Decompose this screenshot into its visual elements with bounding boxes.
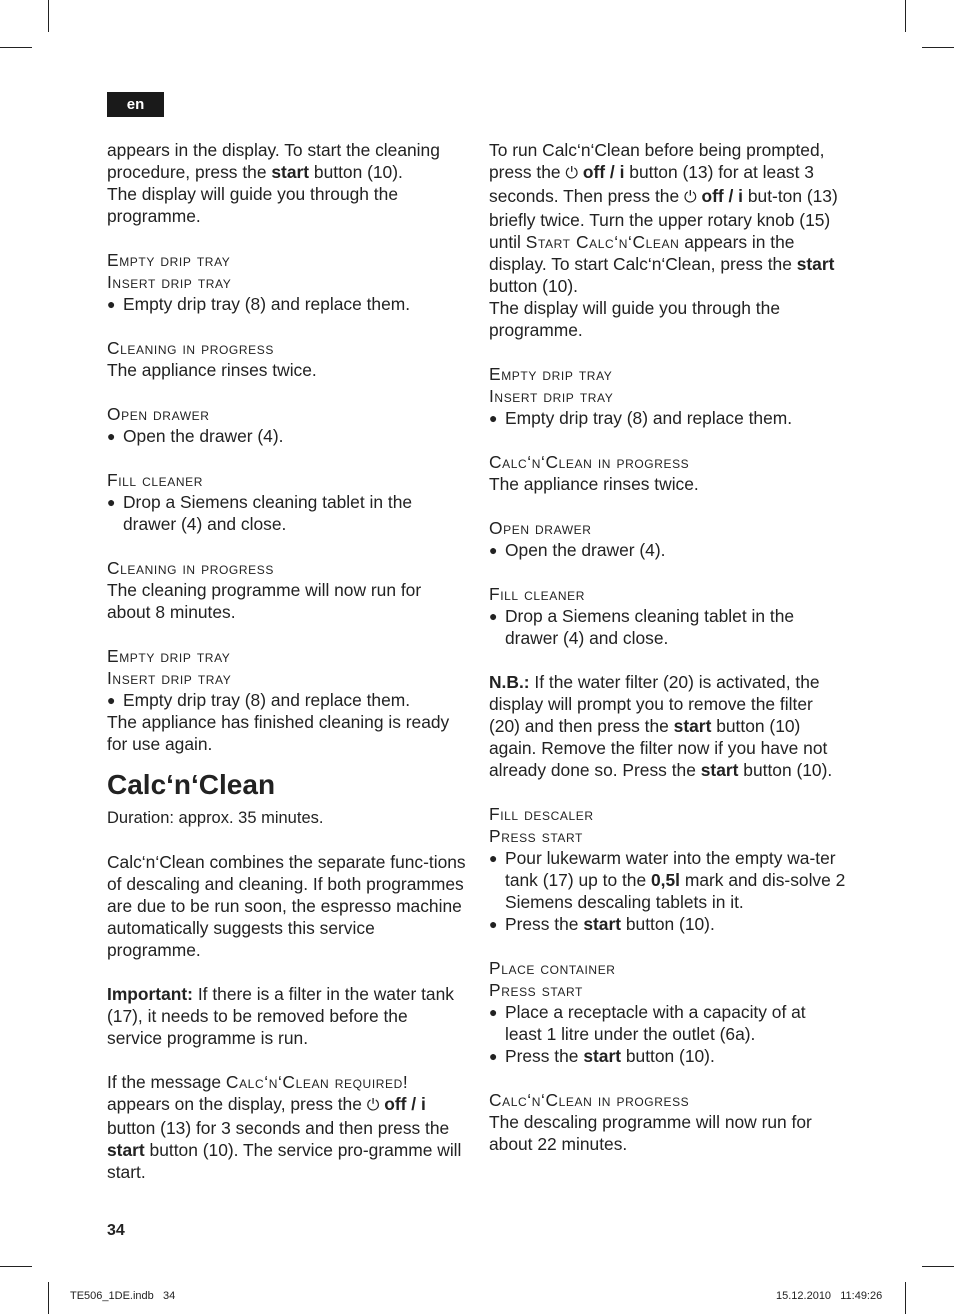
nb-note: N.B.: If the water filter (20) is activated, the display will prompt you to remove the filter (20) and then press the start button (10) again. Remove the filter now if you have not already done so. Press the start button (10). — [489, 672, 833, 780]
right-column — [489, 139, 847, 1155]
crop-mark — [905, 0, 906, 32]
display-message: Open drawer — [107, 404, 210, 424]
paragraph: The appliance rinses twice. — [107, 360, 317, 380]
bullet-item: ● Press the start button (10). — [489, 913, 847, 935]
bullet-item: ● Empty drip tray (8) and replace them. — [107, 293, 467, 315]
crop-mark — [922, 47, 954, 48]
display-message: Insert drip tray — [107, 272, 232, 292]
power-icon: ⏻ — [366, 1097, 380, 1114]
display-message: Cleaning in progress — [107, 558, 274, 578]
bullet-item: ● Empty drip tray (8) and replace them. — [107, 689, 467, 711]
power-icon: ⏻ — [565, 165, 579, 182]
bullet-item: ● Place a receptacle with a capacity of at least 1 litre under the outlet (6a). — [489, 1001, 847, 1045]
paragraph: The descaling programme will now run for about 22 minutes. — [489, 1112, 812, 1154]
footer-timestamp: 15.12.2010 11:49:26 — [776, 1290, 883, 1302]
display-message: Fill cleaner — [107, 470, 204, 490]
crop-mark — [0, 47, 32, 48]
display-message: Empty drip tray — [107, 646, 231, 666]
crop-mark — [922, 1266, 954, 1267]
footer-file: TE506_1DE.indb 34 — [70, 1290, 176, 1302]
display-message: Calc‘n‘Clean in progress — [489, 1090, 690, 1110]
language-tab: en — [107, 92, 164, 117]
display-message: Empty drip tray — [489, 364, 613, 384]
paragraph: The display will guide you through the programme. — [489, 298, 780, 340]
power-icon: ⏻ — [683, 189, 697, 206]
paragraph: To run Calc‘n‘Clean before being prompted, press the ⏻ off / i button (13) for at least 3 seconds. Then press the ⏻ off / i but-ton (13) briefly twice. Turn the upper rotary knob (15) until Start Calc‘n‘Clean appears in the display. To start Calc‘n‘Clean, press the start button (10). — [489, 140, 838, 296]
paragraph: Calc‘n‘Clean combines the separate func-tions of descaling and cleaning. If both programmes are due to be run soon, the espresso machine automatically suggests this service programme. — [107, 852, 466, 960]
bullet-item: ● Press the start button (10). — [489, 1045, 847, 1067]
bullet-item: ● Drop a Siemens cleaning tablet in the drawer (4) and close. — [107, 491, 467, 535]
display-message: Open drawer — [489, 518, 592, 538]
page-number: 34 — [107, 1222, 125, 1239]
bullet-item: ● Drop a Siemens cleaning tablet in the drawer (4) and close. — [489, 605, 847, 649]
paragraph: The cleaning programme will now run for about 8 minutes. — [107, 580, 422, 622]
paragraph: If the message Calc‘n‘Clean required! appears on the display, press the ⏻ off / i button (13) for 3 seconds and then press the start button (10). The service pro-gramme will start. — [107, 1072, 462, 1182]
display-message: Place container — [489, 958, 616, 978]
display-message: Insert drip tray — [489, 386, 614, 406]
display-message: Insert drip tray — [107, 668, 232, 688]
bullet-item: ● Open the drawer (4). — [489, 539, 847, 561]
important-note: Important: If there is a filter in the water tank (17), it needs to be removed before the service programme is run. — [107, 984, 454, 1048]
crop-mark — [0, 1266, 32, 1267]
crop-mark — [905, 1282, 906, 1314]
paragraph: The display will guide you through the programme. — [107, 184, 398, 226]
bullet-item: ● Empty drip tray (8) and replace them. — [489, 407, 847, 429]
display-message: Calc‘n‘Clean in progress — [489, 452, 690, 472]
bullet-item: ● Pour lukewarm water into the empty wa-ter tank (17) up to the 0,5l mark and dis-solve 2 Siemens descaling tablets in it. — [489, 847, 847, 913]
left-column — [107, 139, 467, 1183]
display-message: Fill descaler — [489, 804, 594, 824]
display-message: Press start — [489, 980, 583, 1000]
paragraph: appears in the display. To start the cleaning procedure, press the start button (10). — [107, 140, 440, 182]
section-heading: Calc‘n‘Clean — [107, 769, 276, 800]
display-message: Empty drip tray — [107, 250, 231, 270]
crop-mark — [48, 0, 49, 32]
display-message: Fill cleaner — [489, 584, 586, 604]
display-message: Cleaning in progress — [107, 338, 274, 358]
paragraph: The appliance rinses twice. — [489, 474, 699, 494]
paragraph: The appliance has finished cleaning is ready for use again. — [107, 712, 450, 754]
crop-mark — [48, 1282, 49, 1314]
bullet-item: ● Open the drawer (4). — [107, 425, 467, 447]
display-message: Press start — [489, 826, 583, 846]
duration-text: Duration: approx. 35 minutes. — [107, 809, 324, 827]
